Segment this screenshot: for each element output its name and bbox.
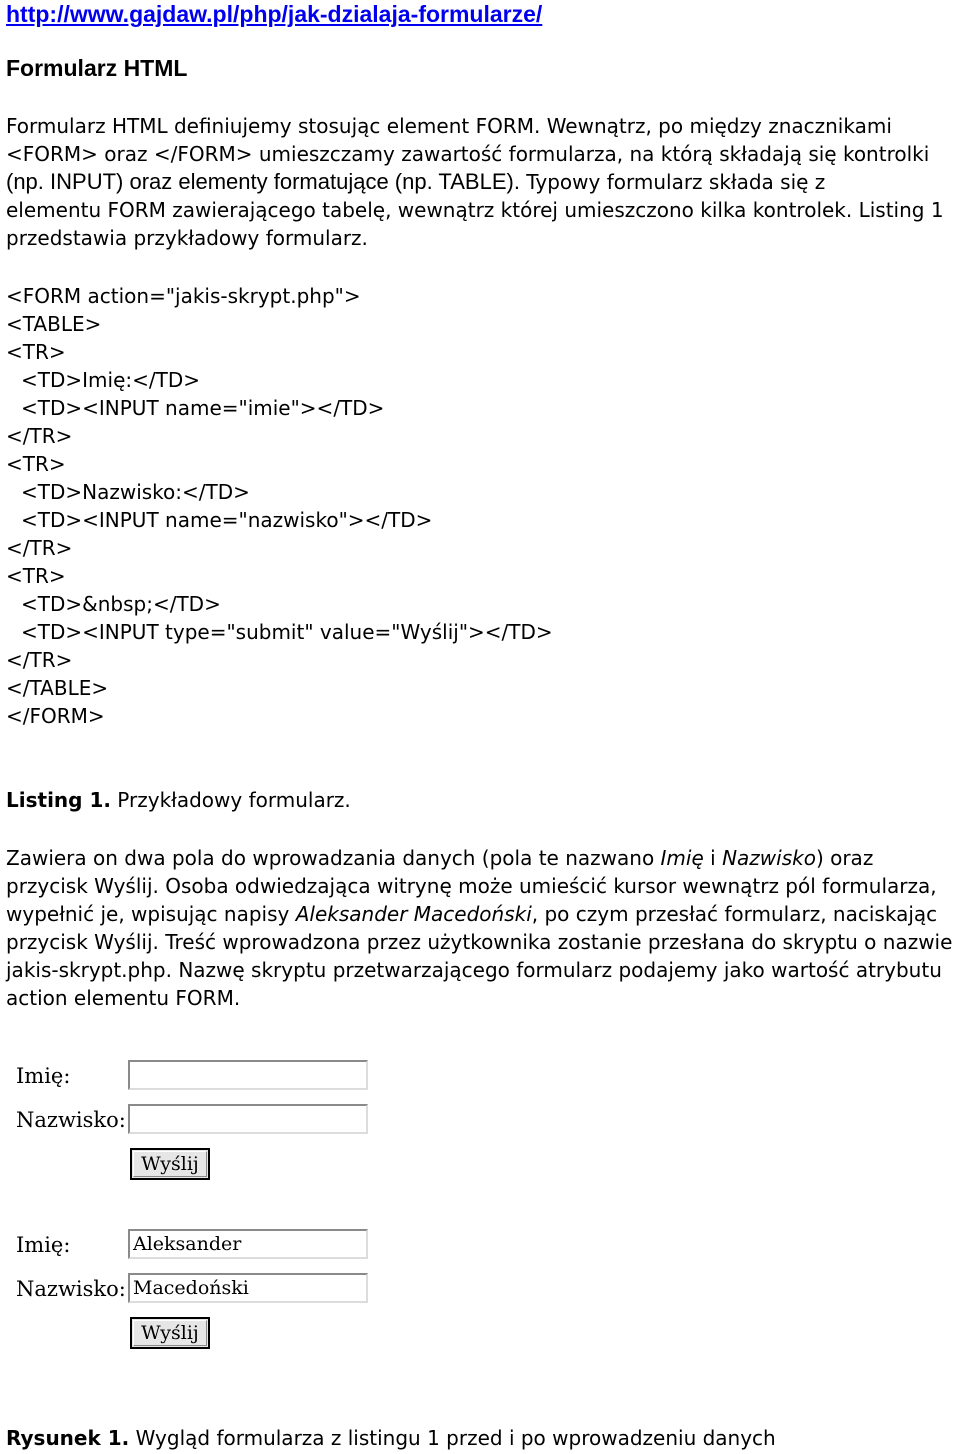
code-line: <TR> xyxy=(6,452,66,476)
figure-caption-label: Rysunek 1. xyxy=(6,1426,130,1450)
first-name-input[interactable] xyxy=(128,1060,368,1090)
intro-line-3a: (np. INPUT) oraz elementy formatujące (np. TABLE). xyxy=(6,169,520,194)
page-title: Formularz HTML xyxy=(6,55,188,81)
code-line: </TABLE> xyxy=(6,676,109,700)
submit-button[interactable] xyxy=(130,1317,210,1349)
desc-text: Zawiera on dwa pola do wprowadzania danych (pola te nazwano xyxy=(6,846,661,870)
last-name-label: Nazwisko: xyxy=(16,1108,126,1132)
submit-button-label: Wyślij xyxy=(133,1151,207,1177)
last-name-input[interactable] xyxy=(128,1104,368,1134)
first-name-input[interactable]: Aleksander xyxy=(128,1229,368,1259)
intro-line-2: <FORM> oraz </FORM> umieszczamy zawartość formularza, na którą składają się kontrolki xyxy=(6,142,930,166)
description-paragraph xyxy=(6,844,960,1012)
code-line: <TD>Imię:</TD> xyxy=(21,368,200,392)
code-line: <TD>&nbsp;</TD> xyxy=(21,592,221,616)
source-url-link[interactable]: http://www.gajdaw.pl/php/jak-dzialaja-formularze/ xyxy=(6,1,543,27)
code-line: </TR> xyxy=(6,536,73,560)
intro-line-1: Formularz HTML definiujemy stosując element FORM. Wewnątrz, po między znacznikami xyxy=(6,114,892,138)
desc-text: ) oraz przycisk Wyślij. Osoba odwiedzająca witrynę może umieścić kursor wewnątrz pól formularza, wypełnić je, wpisując napisy xyxy=(6,846,937,926)
desc-emphasis: Nazwisko xyxy=(722,846,816,870)
first-name-label: Imię: xyxy=(16,1233,71,1257)
code-line: <TR> xyxy=(6,564,66,588)
desc-emphasis: Aleksander Macedoński xyxy=(295,902,532,926)
submit-button[interactable] xyxy=(130,1148,210,1180)
code-line: <TD><INPUT name="nazwisko"></TD> xyxy=(21,508,433,532)
code-line: <TABLE> xyxy=(6,312,102,336)
desc-text: , po czym przesłać formularz, naciskając przycisk Wyślij. Treść wprowadzona przez użytkownika zostanie przesłana do skryptu o nazwie jakis-skrypt.php. Nazwę skryptu przetwarzającego formularz podajemy jako wartość atrybutu action elementu FORM. xyxy=(6,902,953,1010)
listing-caption-text: Przykładowy formularz. xyxy=(110,788,351,812)
desc-emphasis: Imię xyxy=(660,846,704,870)
listing-caption xyxy=(6,786,351,814)
intro-line-4: elementu FORM zawierającego tabelę, wewnątrz której umieszczono kilka kontrolek. Listing 1 xyxy=(6,198,944,222)
code-line: </TR> xyxy=(6,648,73,672)
code-line: <TD><INPUT name="imie"></TD> xyxy=(21,396,385,420)
submit-button-label: Wyślij xyxy=(133,1320,207,1346)
code-line: <TD><INPUT type="submit" value="Wyślij"></TD> xyxy=(21,620,553,644)
figure-caption-text: Wygląd formularza z listingu 1 przed i po wprowadzeniu danych xyxy=(129,1426,776,1450)
code-listing xyxy=(6,282,553,730)
code-line: </FORM> xyxy=(6,704,105,728)
last-name-label: Nazwisko: xyxy=(16,1277,126,1301)
code-line: <TD>Nazwisko:</TD> xyxy=(21,480,250,504)
intro-paragraph xyxy=(6,112,960,252)
listing-caption-label: Listing 1. xyxy=(6,788,111,812)
last-name-input[interactable]: Macedoński xyxy=(128,1273,368,1303)
desc-text: i xyxy=(703,846,723,870)
first-name-label: Imię: xyxy=(16,1064,71,1088)
figure-caption xyxy=(6,1424,776,1452)
code-line: <TR> xyxy=(6,340,66,364)
code-line: </TR> xyxy=(6,424,73,448)
code-line: <FORM action="jakis-skrypt.php"> xyxy=(6,284,361,308)
intro-line-3b: Typowy formularz składa się z xyxy=(519,170,826,194)
intro-line-5: przedstawia przykładowy formularz. xyxy=(6,226,368,250)
